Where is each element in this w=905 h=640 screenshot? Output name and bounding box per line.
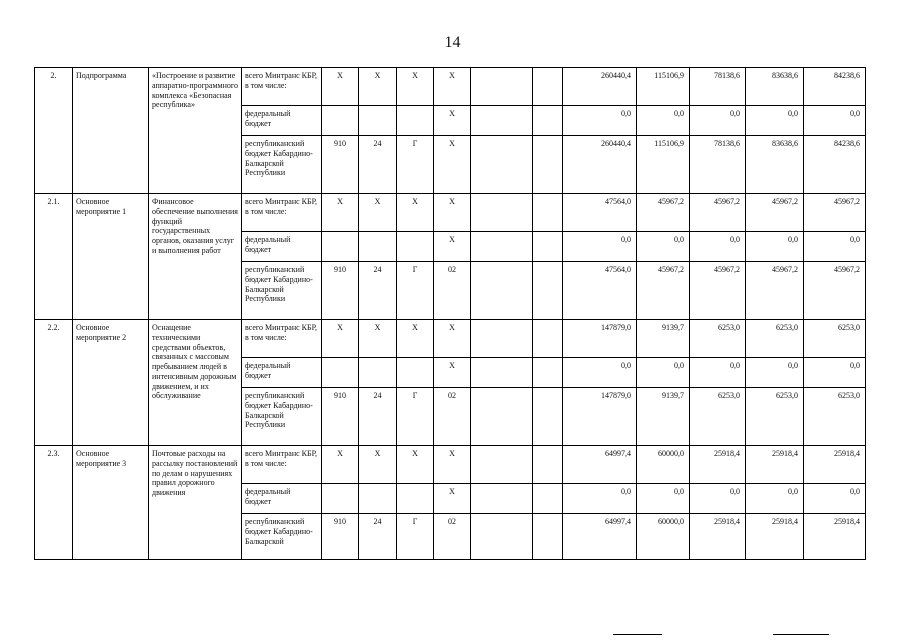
amount-v5: 0,0 xyxy=(804,484,866,514)
amount-v4: 83638,6 xyxy=(746,136,804,194)
code-rz xyxy=(359,358,397,388)
code-pr: Х xyxy=(397,68,434,106)
empty-cell xyxy=(533,106,563,136)
empty-cell xyxy=(471,514,533,560)
empty-cell xyxy=(533,358,563,388)
item-name: Финансовое обеспечение выполнения функций государственных органов, оказания услуг и выполнения работ xyxy=(149,194,242,320)
amount-v5: 25918,4 xyxy=(804,514,866,560)
amount-v1: 0,0 xyxy=(563,358,637,388)
amount-v4: 25918,4 xyxy=(746,514,804,560)
amount-v5: 0,0 xyxy=(804,358,866,388)
amount-v1: 64997,4 xyxy=(563,514,637,560)
amount-v3: 0,0 xyxy=(690,106,746,136)
empty-cell xyxy=(533,232,563,262)
code-csr: Х xyxy=(434,136,471,194)
empty-cell xyxy=(471,446,533,484)
amount-v5: 6253,0 xyxy=(804,388,866,446)
amount-v1: 47564,0 xyxy=(563,194,637,232)
code-rz xyxy=(359,106,397,136)
code-pr: Г xyxy=(397,388,434,446)
table-row xyxy=(35,194,866,232)
item-name: Почтовые расходы на рассылку постановлений по делам о нарушениях правил дорожного движения xyxy=(149,446,242,560)
code-rz xyxy=(359,232,397,262)
amount-v2: 0,0 xyxy=(637,106,690,136)
code-pr xyxy=(397,484,434,514)
amount-v1: 0,0 xyxy=(563,106,637,136)
amount-v4: 6253,0 xyxy=(746,388,804,446)
amount-v4: 25918,4 xyxy=(746,446,804,484)
code-grbs: Х xyxy=(322,68,359,106)
code-pr: Г xyxy=(397,136,434,194)
code-rz: Х xyxy=(359,320,397,358)
code-grbs: 910 xyxy=(322,514,359,560)
code-pr: Х xyxy=(397,446,434,484)
code-csr: Х xyxy=(434,320,471,358)
page-number: 14 xyxy=(444,34,461,51)
amount-v3: 0,0 xyxy=(690,232,746,262)
amount-v4: 0,0 xyxy=(746,358,804,388)
funding-source-label: федеральный бюджет xyxy=(242,106,322,136)
amount-v3: 78138,6 xyxy=(690,68,746,106)
code-csr: Х xyxy=(434,194,471,232)
amount-v5: 25918,4 xyxy=(804,446,866,484)
code-csr: 02 xyxy=(434,388,471,446)
code-grbs xyxy=(322,106,359,136)
amount-v5: 0,0 xyxy=(804,232,866,262)
code-csr: 02 xyxy=(434,262,471,320)
funding-source-label: республиканский бюджет Кабардино-Балкарской Республики xyxy=(242,388,322,446)
code-grbs: 910 xyxy=(322,262,359,320)
code-csr: Х xyxy=(434,484,471,514)
amount-v2: 45967,2 xyxy=(637,262,690,320)
code-pr xyxy=(397,358,434,388)
item-type: Основное мероприятие 3 xyxy=(73,446,149,560)
amount-v4: 0,0 xyxy=(746,232,804,262)
table-body xyxy=(35,68,866,560)
funding-source-label: республиканский бюджет Кабардино-Балкарской Республики xyxy=(242,262,322,320)
code-grbs xyxy=(322,484,359,514)
amount-v4: 6253,0 xyxy=(746,320,804,358)
amount-v5: 0,0 xyxy=(804,106,866,136)
empty-cell xyxy=(533,388,563,446)
code-rz: 24 xyxy=(359,136,397,194)
code-grbs: Х xyxy=(322,320,359,358)
code-grbs: 910 xyxy=(322,388,359,446)
amount-v3: 45967,2 xyxy=(690,194,746,232)
funding-source-label: всего Минтранс КБР, в том числе: xyxy=(242,320,322,358)
amount-v1: 64997,4 xyxy=(563,446,637,484)
table-row xyxy=(35,320,866,358)
table-row xyxy=(35,446,866,484)
empty-cell xyxy=(471,106,533,136)
code-rz: 24 xyxy=(359,388,397,446)
empty-cell xyxy=(471,320,533,358)
funding-source-label: всего Минтранс КБР, в том числе: xyxy=(242,194,322,232)
code-grbs: 910 xyxy=(322,136,359,194)
code-pr xyxy=(397,106,434,136)
amount-v2: 0,0 xyxy=(637,232,690,262)
code-grbs: Х xyxy=(322,446,359,484)
code-grbs xyxy=(322,358,359,388)
empty-cell xyxy=(471,68,533,106)
empty-cell xyxy=(471,232,533,262)
empty-cell xyxy=(471,194,533,232)
amount-v3: 25918,4 xyxy=(690,514,746,560)
amount-v2: 115106,9 xyxy=(637,136,690,194)
amount-v3: 25918,4 xyxy=(690,446,746,484)
funding-source-label: республиканский бюджет Кабардино-Балкарской xyxy=(242,514,322,560)
code-csr: Х xyxy=(434,106,471,136)
empty-cell xyxy=(533,320,563,358)
code-grbs xyxy=(322,232,359,262)
amount-v3: 45967,2 xyxy=(690,262,746,320)
item-name: Оснащение техническими средствами объектов, связанных с массовым пребыванием людей в интенсивным дорожным движением, и их обслуживание xyxy=(149,320,242,446)
funding-source-label: федеральный бюджет xyxy=(242,484,322,514)
empty-cell xyxy=(471,136,533,194)
code-pr: Г xyxy=(397,262,434,320)
signature-line-left xyxy=(613,634,662,635)
code-csr: Х xyxy=(434,446,471,484)
amount-v2: 9139,7 xyxy=(637,320,690,358)
code-csr: Х xyxy=(434,68,471,106)
item-type: Основное мероприятие 2 xyxy=(73,320,149,446)
amount-v5: 6253,0 xyxy=(804,320,866,358)
code-csr: Х xyxy=(434,358,471,388)
code-pr xyxy=(397,232,434,262)
item-name: «Построение и развитие аппаратно-программного комплекса «Безопасная республика» xyxy=(149,68,242,194)
code-csr: Х xyxy=(434,232,471,262)
code-rz: 24 xyxy=(359,262,397,320)
amount-v4: 45967,2 xyxy=(746,194,804,232)
code-csr: 02 xyxy=(434,514,471,560)
empty-cell xyxy=(533,136,563,194)
item-type: Основное мероприятие 1 xyxy=(73,194,149,320)
amount-v5: 84238,6 xyxy=(804,68,866,106)
amount-v3: 0,0 xyxy=(690,358,746,388)
amount-v2: 60000,0 xyxy=(637,446,690,484)
amount-v5: 84238,6 xyxy=(804,136,866,194)
amount-v4: 0,0 xyxy=(746,106,804,136)
item-type: Подпрограмма xyxy=(73,68,149,194)
code-rz: Х xyxy=(359,68,397,106)
code-rz: Х xyxy=(359,194,397,232)
empty-cell xyxy=(471,484,533,514)
funding-source-label: республиканский бюджет Кабардино-Балкарской Республики xyxy=(242,136,322,194)
amount-v2: 0,0 xyxy=(637,484,690,514)
code-grbs: Х xyxy=(322,194,359,232)
empty-cell xyxy=(471,358,533,388)
amount-v1: 147879,0 xyxy=(563,320,637,358)
code-pr: Х xyxy=(397,320,434,358)
amount-v4: 45967,2 xyxy=(746,262,804,320)
amount-v2: 115106,9 xyxy=(637,68,690,106)
budget-table xyxy=(34,67,866,560)
code-rz xyxy=(359,484,397,514)
amount-v2: 9139,7 xyxy=(637,388,690,446)
empty-cell xyxy=(471,262,533,320)
amount-v3: 78138,6 xyxy=(690,136,746,194)
amount-v2: 0,0 xyxy=(637,358,690,388)
funding-source-label: федеральный бюджет xyxy=(242,358,322,388)
item-number: 2.2. xyxy=(35,320,73,446)
signature-line-right xyxy=(773,634,829,635)
amount-v3: 6253,0 xyxy=(690,320,746,358)
funding-source-label: всего Минтранс КБР, в том числе: xyxy=(242,68,322,106)
amount-v4: 0,0 xyxy=(746,484,804,514)
amount-v2: 45967,2 xyxy=(637,194,690,232)
amount-v4: 83638,6 xyxy=(746,68,804,106)
empty-cell xyxy=(533,194,563,232)
empty-cell xyxy=(533,514,563,560)
amount-v5: 45967,2 xyxy=(804,194,866,232)
amount-v1: 147879,0 xyxy=(563,388,637,446)
code-pr: Г xyxy=(397,514,434,560)
funding-source-label: всего Минтранс КБР, в том числе: xyxy=(242,446,322,484)
code-rz: Х xyxy=(359,446,397,484)
empty-cell xyxy=(533,446,563,484)
amount-v1: 0,0 xyxy=(563,484,637,514)
empty-cell xyxy=(533,484,563,514)
amount-v2: 60000,0 xyxy=(637,514,690,560)
code-pr: Х xyxy=(397,194,434,232)
amount-v1: 260440,4 xyxy=(563,68,637,106)
empty-cell xyxy=(533,262,563,320)
item-number: 2.3. xyxy=(35,446,73,560)
amount-v1: 260440,4 xyxy=(563,136,637,194)
item-number: 2. xyxy=(35,68,73,194)
amount-v1: 0,0 xyxy=(563,232,637,262)
item-number: 2.1. xyxy=(35,194,73,320)
amount-v3: 6253,0 xyxy=(690,388,746,446)
amount-v1: 47564,0 xyxy=(563,262,637,320)
amount-v3: 0,0 xyxy=(690,484,746,514)
empty-cell xyxy=(533,68,563,106)
code-rz: 24 xyxy=(359,514,397,560)
amount-v5: 45967,2 xyxy=(804,262,866,320)
empty-cell xyxy=(471,388,533,446)
table-row xyxy=(35,68,866,106)
funding-source-label: федеральный бюджет xyxy=(242,232,322,262)
